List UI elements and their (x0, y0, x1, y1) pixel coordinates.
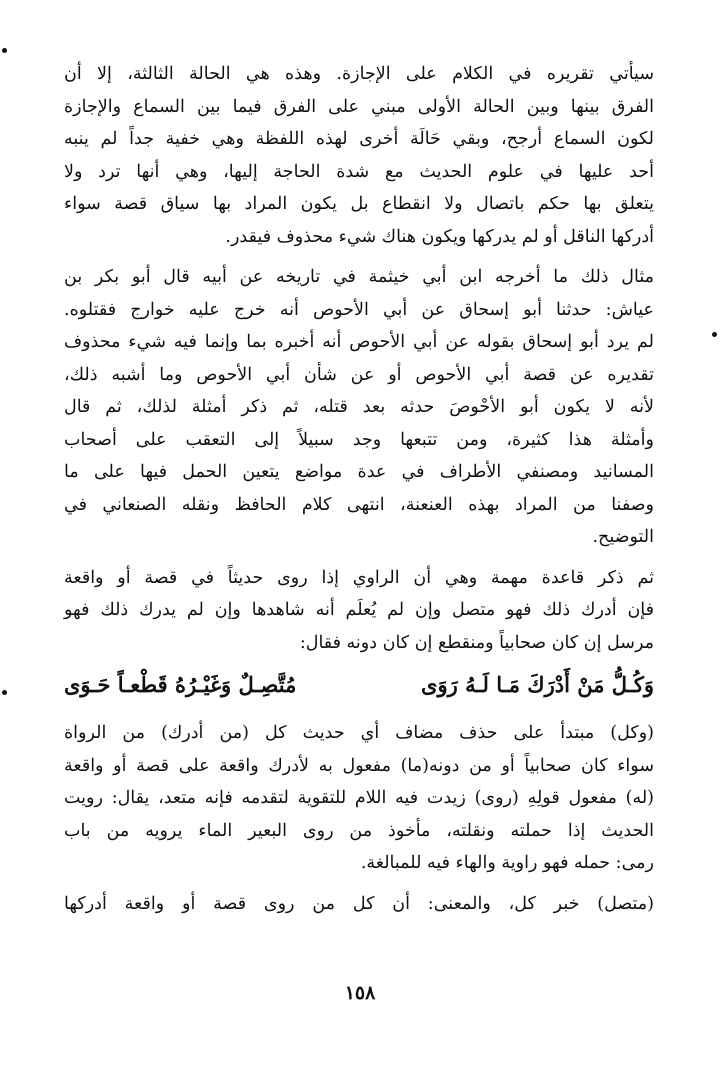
verse-hemistich-second: مُتَّصِـلٌ وَغَيْـرُهُ قَطْعـاً حَـوَى (64, 672, 297, 697)
text-line: لم يرد أبو إسحاق بقوله عن أبي الأحوص أنه أخبره بما وإنما فيه شيء محذوف (64, 332, 654, 352)
margin-mark (712, 332, 717, 337)
text-line: ثم ذكر قاعدة مهمة وهي أن الراوي إذا روى حديثاً في قصة أو واقعة (64, 567, 654, 588)
paragraph (64, 58, 654, 253)
poem-verse (64, 665, 654, 705)
page-body (64, 58, 654, 920)
text-line: (له) مفعول قولِهِ (روى) زيدت فيه اللام للتقوية لتقدمه فإنه متعد، يقال: رويت (64, 788, 654, 808)
text-line: رمى: حمله فهو راوية والهاء فيه للمبالغة. (360, 853, 654, 873)
paragraph (64, 562, 654, 660)
text-line: التوضيح. (592, 527, 654, 547)
text-line: الفرق بينها وبين الحالة الأولى مبني على الفرق فيما بين السماع والإجازة (64, 96, 654, 117)
text-line: أحد عليها في علوم الحديث مع شدة الحاجة إليها، وهي أنها ترد ولا (64, 161, 654, 182)
text-line: أدركها الناقل أو لم يدركها ويكون هناك شيء محذوف فيقدر. (225, 226, 654, 247)
margin-mark (2, 690, 7, 695)
text-line: فإن أدرك ذلك فهو متصل وإن لم يُعلَم أنه شاهدها وإن لم يدرك ذلك فهو (64, 600, 654, 620)
text-line: مثال ذلك ما أخرجه ابن أبي خيثمة في تاريخه عن أبيه قال أبو بكر بن (64, 267, 654, 287)
text-line: المسانيد ومصنفي الأطراف في عدة مواضع يتعين الحمل فيها على ما (64, 462, 654, 482)
paragraph (64, 717, 654, 880)
text-line: (وكل) مبتدأ على حذف مضاف أي حديث كل (من أدرك) من الرواة (64, 723, 654, 743)
text-line: (متصل) خبر كل، والمعنى: أن كل من روى قصة أو واقعة أدركها (64, 893, 654, 914)
text-line: عياش: حدثنا أبو إسحاق عن أبي الأحوص أنه خرج عليه خوارج فقتلوه. (64, 299, 654, 320)
text-line: لأنه لا يكون أبو الأحْوصَ حدثه بعد قتله، ثم ذكر أمثلة لذلك، ثم قال (64, 397, 654, 417)
text-line: وصفنا من المراد بهذه العنعنة، انتهى كلام الحافظ ونقله الصنعاني في (64, 494, 654, 515)
text-line: تقديره عن قصة أبي الأحوص أو عن شأن أبي الأحوص وما أشبه ذلك، (64, 364, 654, 385)
text-line: سواء كان صحابياً أو من دونه(ما) مفعول به لأدرك واقعة على قصة أو واقعة (64, 755, 654, 776)
verse-hemistich-first: وَكُـلُّ مَنْ أَدْرَكَ مَـا لَـهُ رَوَى (421, 672, 654, 697)
text-line: سيأتي تقريره في الكلام على الإجازة. وهذه هي الحالة الثالثة، إلا أن (64, 64, 654, 84)
text-line: لكون السماع أرجح، وبقي حَالَة أخرى لهذه اللفظة وهي خفية جداً لم ينبه (64, 129, 654, 149)
text-line: وأمثلة هذا كثيرة، ومن تتبعها وجد سبيلاً إلى التعقب على أصحاب (64, 429, 654, 450)
text-line: مرسل إن كان صحابياً ومنقطع إن كان دونه فقال: (299, 632, 654, 653)
paragraph (64, 261, 654, 554)
text-line: يتعلق بها حكم باتصال ولا انقطاع بل يكون المراد بها سياق قصة سواء (64, 194, 654, 214)
paragraph (64, 888, 654, 921)
page-number: ١٥٨ (344, 982, 376, 1004)
text-line: الحديث إذا حملته ونقلته، مأخوذ من روى البعير الماء يرويه من باب (64, 820, 654, 841)
margin-mark (2, 48, 7, 53)
